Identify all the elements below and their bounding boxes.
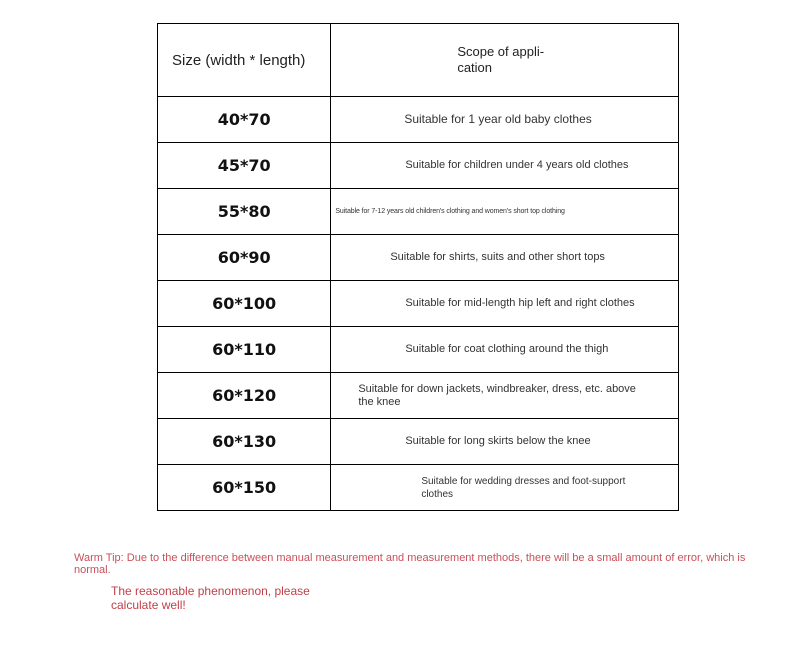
- table-row: [158, 235, 679, 281]
- size-cell: 60*110: [158, 327, 331, 373]
- scope-cell: Suitable for shirts, suits and other short tops: [331, 235, 679, 281]
- scope-cell: Suitable for coat clothing around the thigh: [331, 327, 679, 373]
- table-row: [158, 281, 679, 327]
- scope-cell: Suitable for mid-length hip left and right clothes: [331, 281, 679, 327]
- table-row: [158, 373, 679, 419]
- table-row: [158, 143, 679, 189]
- scope-cell: Suitable for down jackets, windbreaker, dress, etc. above the knee: [331, 373, 679, 419]
- size-cell: 60*130: [158, 419, 331, 465]
- warm-tip-text: Warm Tip: Due to the difference between manual measurement and measurement methods, there will be a small amount of error, which is normal.: [74, 552, 746, 576]
- scope-cell: Suitable for children under 4 years old clothes: [331, 143, 679, 189]
- table-row: [158, 189, 679, 235]
- scope-cell: Suitable for wedding dresses and foot-support clothes: [331, 465, 679, 511]
- table-header-row: [158, 24, 679, 97]
- scope-cell: Suitable for 7-12 years old children's clothing and women's short top clothing: [331, 189, 679, 235]
- size-table: [157, 23, 679, 511]
- size-cell: 60*100: [158, 281, 331, 327]
- size-cell: 45*70: [158, 143, 331, 189]
- size-cell: 55*80: [158, 189, 331, 235]
- scope-cell: Suitable for long skirts below the knee: [331, 419, 679, 465]
- size-column-header: Size (width * length): [158, 24, 331, 97]
- size-cell: 40*70: [158, 97, 331, 143]
- size-cell: 60*120: [158, 373, 331, 419]
- size-cell: 60*150: [158, 465, 331, 511]
- scope-column-header: Scope of appli- cation: [331, 24, 679, 97]
- scope-cell: Suitable for 1 year old baby clothes: [331, 97, 679, 143]
- size-cell: 60*90: [158, 235, 331, 281]
- table-row: [158, 419, 679, 465]
- table-row: [158, 327, 679, 373]
- table-row: [158, 97, 679, 143]
- table-row: [158, 465, 679, 511]
- warm-tip-followup: The reasonable phenomenon, please calculate well!: [111, 584, 310, 612]
